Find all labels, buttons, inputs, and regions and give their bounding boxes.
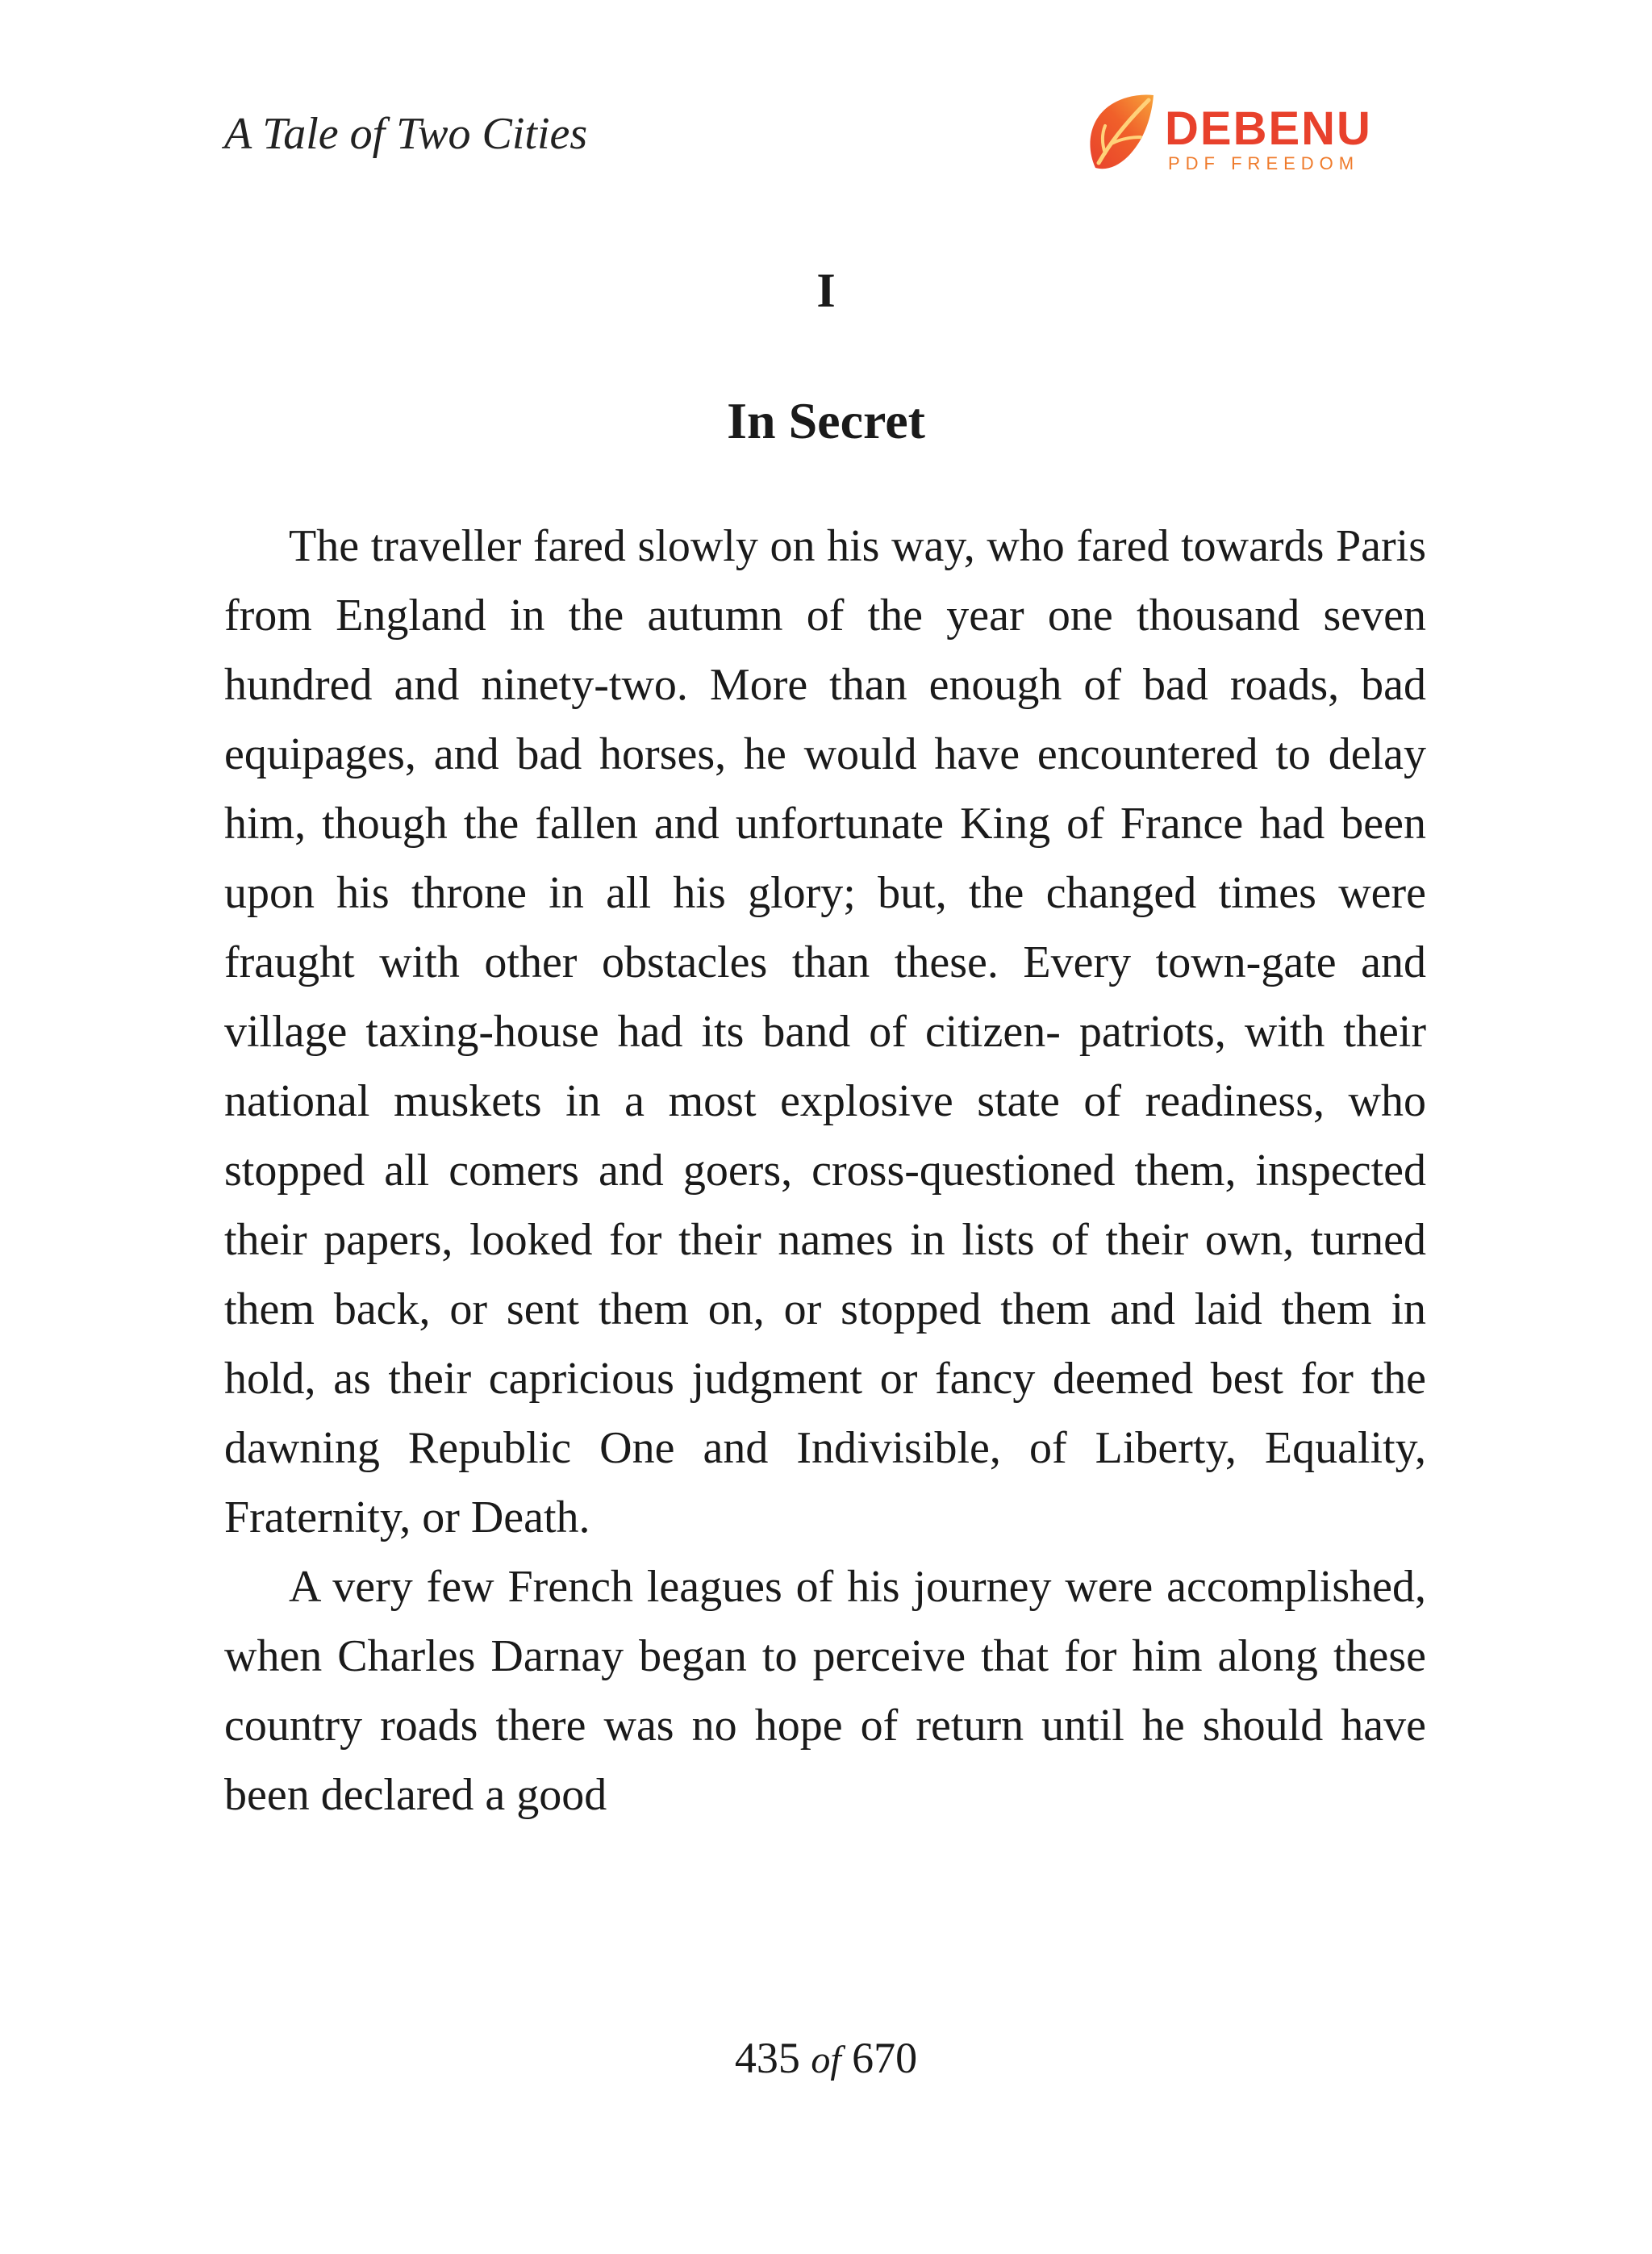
current-page: 435 — [734, 2034, 800, 2082]
chapter-body — [224, 511, 1426, 1830]
running-title: A Tale of Two Cities — [224, 109, 588, 159]
paragraph: The traveller fared slowly on his way, who fared towards Paris from England in the autumn of the year one thousand seven hundred and ninety-two. More than enough of bad roads, bad equipages, and bad horses, he would have encountered to delay him, though the fallen and unfortunate King of France had been upon his throne in all his glory; but, the changed times were fraught with other obstacles than these. Every town-gate and village taxing-house had its band of citizen- patriots, with their national muskets in a most explosive state of readiness, who stopped all comers and goers, cross-questioned them, inspected their papers, looked for their names in lists of their own, turned them back, or sent them on, or stopped them and laid them in hold, as their capricious judgment or fancy deemed best for the dawning Republic One and Indivisible, of Liberty, Equality, Fraternity, or Death. — [224, 521, 1426, 1542]
logo-wordmark: DEBENU — [1165, 102, 1372, 155]
paragraph: A very few French leagues of his journey were accomplished, when Charles Darnay began to perceive that for him along these country roads there was no hope of return until he should have been declared a good — [224, 1562, 1426, 1820]
logo-tagline: PDF FREEDOM — [1168, 153, 1360, 173]
debenu-logo — [1081, 90, 1371, 179]
page-number — [0, 2030, 1652, 2089]
debenu-leaf-logo-icon — [1081, 90, 1157, 179]
chapter-number: I — [816, 264, 836, 317]
total-pages: 670 — [852, 2034, 918, 2082]
page-separator: of — [811, 2039, 841, 2081]
chapter-title: In Secret — [727, 392, 925, 449]
